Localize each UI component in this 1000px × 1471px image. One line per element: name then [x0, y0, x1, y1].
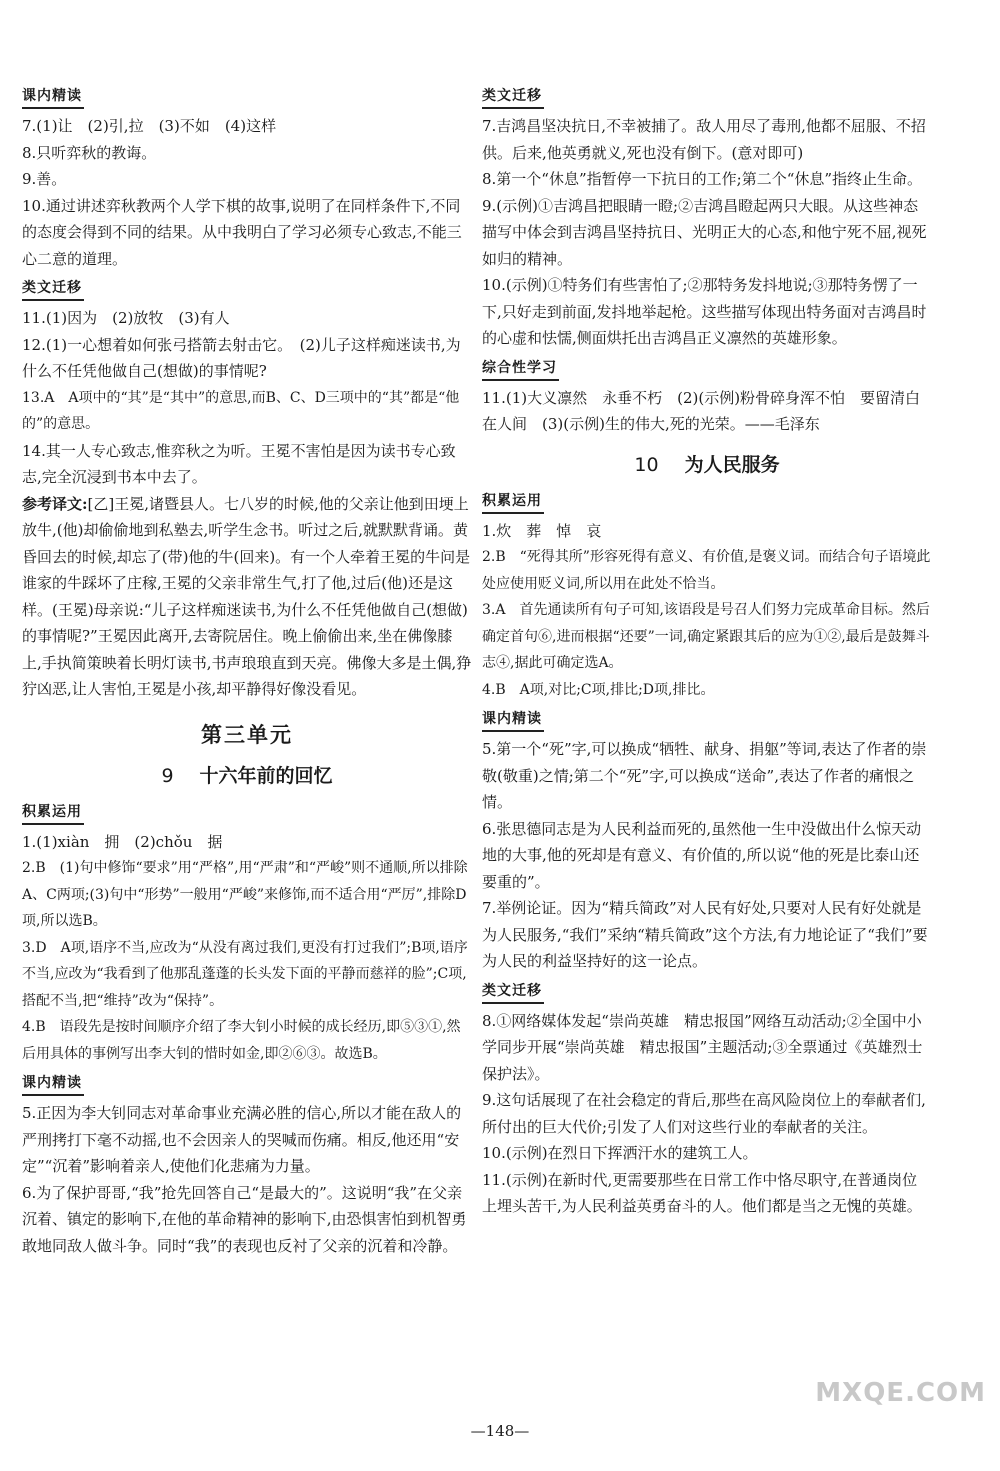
answer-item: 12.(1)一心想着如何张弓搭箭去射击它。 (2)儿子这样痴迷读书,为什么不任凭他做自己(想做)的事情呢?	[22, 335, 461, 380]
left-column	[22, 80, 472, 1259]
lesson-title	[482, 450, 932, 477]
answer-item: 2.B (1)句中修饰“要求”用“严格”,用“严肃”和“严峻”则不通顺,所以排除A、C两项;(3)句中“形势”一般用“严峻”来修饰,而不适合用“严厉”,排除D项,所以选B。	[22, 860, 468, 929]
answer-item: 13.A A项中的“其”是“其中”的意思,而B、C、D三项中的“其”都是“他的”的意思。	[22, 389, 460, 432]
answer-item: 5.正因为李大钊同志对革命事业充满必胜的信心,所以才能在敌人的严刑拷打下毫不动摇,也不会因亲人的哭喊而伤痛。相反,他还用“安定”“沉着”影响着亲人,使他们化悲痛为力量。	[22, 1104, 462, 1175]
answer-item: 9.(示例)①吉鸿昌把眼睛一瞪;②吉鸿昌瞪起两只大眼。从这些神态描写中体会到吉鸿昌坚持抗日、光明正大的心态,和他宁死不屈,视死如归的精神。	[482, 196, 927, 268]
answer-item: 9.善。	[22, 170, 67, 188]
unit-title: 第三单元	[201, 722, 293, 747]
section-heading: 综合性学习	[482, 358, 559, 381]
watermark-logo: MXQE.COM	[815, 1378, 986, 1408]
answer-item: 7.(1)让 (2)引,拉 (3)不如 (4)这样	[22, 117, 277, 135]
lesson-name: 为人民服务	[684, 453, 780, 476]
answer-item: 11.(1)因为 (2)放牧 (3)有人	[22, 309, 230, 327]
translation-label: 参考译文:	[22, 494, 88, 513]
section-heading: 类文迁移	[482, 86, 544, 109]
answer-item: 4.B 语段先是按时间顺序介绍了李大钊小时候的成长经历,即⑤③①,然后用具体的事例写出李大钊的惜时如金,即②⑥③。故选B。	[22, 1019, 461, 1062]
answer-item: 4.B A项,对比;C项,排比;D项,排比。	[482, 681, 715, 698]
answer-item: 8.第一个“休息”指暂停一下抗日的工作;第二个“休息”指终止生命。	[482, 170, 923, 188]
answer-item: 3.A 首先通读所有句子可知,该语段是号召人们努力完成革命目标。然后确定首句⑥,进而根据“还要”一词,确定紧跟其后的应为①②,最后是鼓舞斗志④,据此可确定选A。	[482, 602, 930, 671]
section-heading: 类文迁移	[22, 278, 84, 301]
lesson-name: 十六年前的回忆	[199, 764, 333, 787]
answer-item: 9.这句话展现了在社会稳定的背后,那些在高风险岗位上的奉献者们,所付出的巨大代价;引发了人们对这些行业的奉献者的关注。	[482, 1091, 926, 1136]
lesson-number: 9	[161, 764, 174, 787]
page-number: —148—	[470, 1422, 530, 1440]
section-heading: 类文迁移	[482, 981, 544, 1004]
answer-item: 10.通过讲述弈秋教两个人学下棋的故事,说明了在同样条件下,不同的态度会得到不同的结果。从中我明白了学习必须专心致志,不能三心二意的道理。	[22, 196, 462, 268]
lesson-number: 10	[634, 453, 659, 476]
answer-item: 6.张思德同志是为人民利益而死的,虽然他一生中没做出什么惊天动地的大事,他的死却是有意义、有价值的,所以说“他的死是比泰山还要重的”。	[482, 819, 922, 891]
section-heading: 课内精读	[22, 86, 84, 109]
answer-item: 10.(示例)①特务们有些害怕了;②那特务发抖地说;③那特务愣了一下,只好走到前面,发抖地举起枪。这些描写体现出特务面对吉鸿昌时的心虚和怯懦,侧面烘托出吉鸿昌正义凛然的英雄形象。	[482, 276, 927, 347]
right-column	[482, 80, 932, 1220]
answer-item: 6.为了保护哥哥,“我”抢先回答自己“是最大的”。这说明“我”在父亲沉着、镇定的影响下,在他的革命精神的影响下,由恐惧害怕到机智勇敢地同敌人做斗争。同时“我”的表现也反衬了父亲的沉着和冷静。	[22, 1183, 467, 1255]
answer-item: 7.吉鸿昌坚决抗日,不幸被捕了。敌人用尽了毒刑,他都不屈服、不招供。后来,他英勇就义,死也没有倒下。(意对即可)	[482, 117, 926, 162]
section-heading: 课内精读	[22, 1073, 84, 1096]
section-heading: 积累运用	[482, 491, 544, 514]
answer-item: 3.D A项,语序不当,应改为“从没有离过我们,更没有打过我们”;B项,语序不当,应改为“我看到了他那乱蓬蓬的长头发下面的平静而慈祥的脸”;C项,搭配不当,把“维持”改为“保持”。	[22, 939, 468, 1009]
answer-item: 8.只听弈秋的教诲。	[22, 143, 157, 162]
answer-item: 5.第一个“死”字,可以换成“牺牲、献身、捐躯”等词,表达了作者的崇敬(敬重)之情;第二个“死”字,可以换成“送命”,表达了作者的痛恨之情。	[482, 740, 927, 811]
answer-item: 1.(1)xiàn 拥 (2)chǒu 据	[22, 832, 223, 851]
answer-item: 8.①网络媒体发起“崇尚英雄 精忠报国”网络互动活动;②全国中小学同步开展“崇尚英雄 精忠报国”主题活动;③全票通过《英雄烈士保护法》。	[482, 1011, 923, 1083]
answer-item	[22, 491, 472, 703]
section-heading: 课内精读	[482, 709, 544, 732]
translation-text: [乙]王冕,诸暨县人。七八岁的时候,他的父亲让他到田埂上放牛,(他)却偷偷地到私塾去,听学生念书。听过之后,就默默背诵。黄昏回去的时候,却忘了(带)他的牛(回来)。有一个人牵着王冕的牛问是谁家的牛踩坏了庄稼,王冕的父亲非常生气,打了他,过后(他)还是这样。(王冕)母亲说:“儿子这样痴迷读书,为什么不任凭他做自己(想做)的事情呢?”王冕因此离开,去寄院居住。晚上偷偷出来,坐在佛像膝上,手执简策映着长明灯读书,书声琅琅直到天亮。佛像大多是土偶,狰狞凶恶,让人害怕,王冕是小孩,却平静得好像没看见。	[22, 494, 472, 698]
answer-item: 7.举例论证。因为“精兵简政”对人民有好处,只要对人民有好处就是为人民服务,“我们”采纳“精兵简政”这个方法,有力地论证了“我们”要为人民的利益坚持好的这一论点。	[482, 899, 928, 970]
answer-item: 2.B “死得其所”形容死得有意义、有价值,是褒义词。而结合句子语境此处应使用贬义词,所以用在此处不恰当。	[482, 549, 931, 592]
section-heading: 积累运用	[22, 802, 84, 825]
answer-item: 10.(示例)在烈日下挥洒汗水的建筑工人。	[482, 1144, 758, 1162]
answer-item: 14.其一人专心致志,惟弈秋之为听。王冕不害怕是因为读书专心致志,完全沉浸到书本中去了。	[22, 441, 456, 486]
answer-item: 11.(1)大义凛然 永垂不朽 (2)(示例)粉骨碎身浑不怕 要留清白在人间 (3)(示例)生的伟大,死的光荣。——毛泽东	[482, 388, 921, 433]
lesson-title	[22, 761, 472, 788]
answer-item: 11.(示例)在新时代,更需要那些在日常工作中恪尽职守,在普通岗位上埋头苦干,为人民利益英勇奋斗的人。他们都是当之无愧的英雄。	[482, 1170, 922, 1215]
answer-item: 1.炊 葬 悼 哀	[482, 521, 602, 540]
